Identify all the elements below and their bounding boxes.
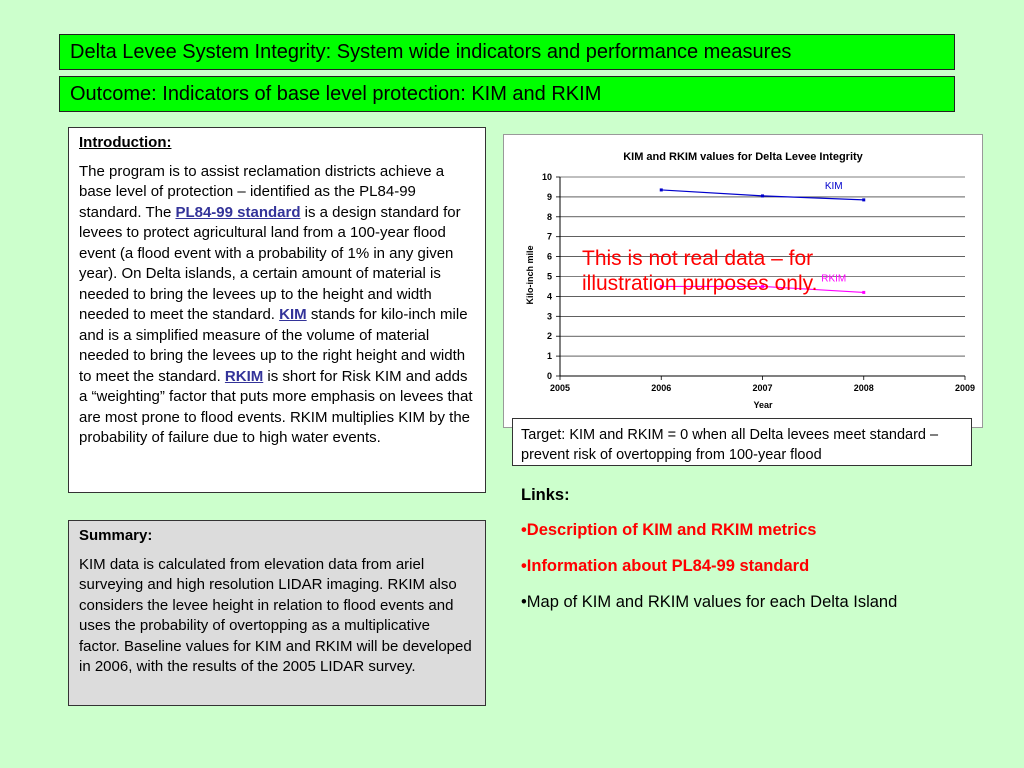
- x-tick-label-2008: 2008: [853, 383, 874, 393]
- x-tick-label-2005: 2005: [549, 383, 571, 393]
- y-tick-label-8: 8: [546, 211, 552, 222]
- y-tick-label-3: 3: [546, 311, 552, 322]
- rkim-series-label: RKIM: [821, 273, 847, 285]
- chart-title: KIM and RKIM values for Delta Levee Integrity: [623, 151, 863, 163]
- kim-point-2008: [862, 198, 865, 201]
- y-tick-label-5: 5: [546, 271, 552, 282]
- x-tick-label-2009: 2009: [954, 383, 976, 393]
- y-axis-label: Kilo-inch mile: [525, 245, 535, 305]
- summary-heading: Summary:: [79, 527, 153, 544]
- intro-text-1: The program is to assist reclamation districts achieve a base level of protection – identified as the PL84-99 standard. The: [79, 162, 445, 221]
- summary-panel: [68, 520, 486, 706]
- disclaimer-note: This is not real data – for illustration purposes only.: [582, 247, 818, 295]
- link-kim-rkim-description[interactable]: •Description of KIM and RKIM metrics: [521, 521, 817, 539]
- y-tick-label-7: 7: [546, 231, 552, 242]
- link-pl84-99-info[interactable]: •Information about PL84-99 standard: [521, 557, 810, 575]
- x-tick-label-2007: 2007: [752, 383, 773, 393]
- kim-point-2007: [761, 194, 764, 197]
- y-tick-label-1: 1: [546, 351, 552, 362]
- rkim-link[interactable]: RKIM: [224, 367, 264, 385]
- kim-point-2006: [660, 188, 663, 191]
- kim-link[interactable]: KIM: [279, 306, 307, 323]
- page-title: Delta Levee System Integrity: System wide indicators and performance measures: [59, 34, 955, 70]
- y-tick-label-4: 4: [546, 291, 552, 302]
- link-island-map[interactable]: •Map of KIM and RKIM values for each Delta Island: [521, 593, 898, 611]
- summary-text: KIM data is calculated from elevation data from ariel surveying and high resolution LIDAR imaging. RKIM also considers the levee height in relation to flood events and uses the probability of overtopping as a multiplicative factor. Baseline values for KIM and RKIM will be developed in 2006, with the results of the 2005 LIDAR survey.: [79, 555, 472, 675]
- page-subtitle: Outcome: Indicators of base level protection: KIM and RKIM: [59, 76, 955, 112]
- intro-text-2: is a design standard for levees to protect agricultural land from a 100-year flood event (a flood event with a probability of 1% in any given year). On Delta islands, a certain amount of material is needed to bring the levees up to the height and width needed to meet the standard.: [79, 203, 461, 323]
- target-box: Target: KIM and RKIM = 0 when all Delta levees meet standard – prevent risk of overtopping from 100-year flood: [512, 418, 972, 466]
- y-tick-label-9: 9: [546, 191, 552, 202]
- kim-series-label: KIM: [824, 180, 843, 192]
- pl84-99-link[interactable]: PL84-99 standard: [175, 203, 301, 221]
- intro-text-3: stands for kilo-inch mile and is a simplified measure of the volume of material needed to bring the levees up to the right height and width to meet the standard.: [79, 306, 468, 385]
- introduction-panel: [68, 127, 486, 493]
- y-tick-label-6: 6: [546, 251, 552, 262]
- links-section: [521, 485, 961, 628]
- intro-text-4: is short for Risk KIM and adds a “weighting” factor that puts more emphasis on levees that are most prone to flood events. RKIM multiplies KIM by the probability of failure due to high water events.: [79, 367, 473, 446]
- y-tick-label-0: 0: [546, 371, 552, 381]
- introduction-heading: Introduction:: [79, 134, 172, 151]
- y-tick-label-10: 10: [541, 172, 552, 182]
- links-heading: Links:: [521, 486, 570, 504]
- introduction-text: [79, 162, 475, 449]
- y-tick-label-2: 2: [546, 331, 552, 342]
- x-tick-label-2006: 2006: [651, 383, 672, 393]
- x-axis-label: Year: [753, 400, 773, 410]
